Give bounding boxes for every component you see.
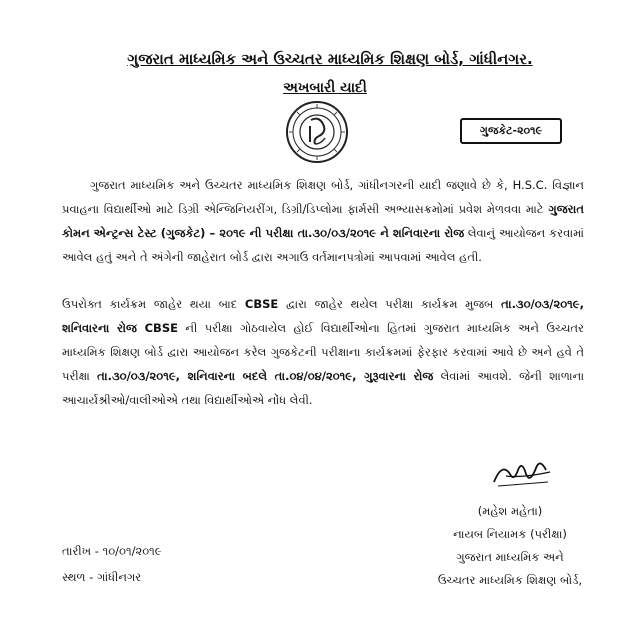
paragraph2-new-exam-date: તા.૩૦/૦૩/૨૦૧૯, શનિવારના બદલે તા.૦૪/૦૪/૨૦૧૯, ગુરૂવારના રોજ	[97, 369, 434, 383]
signatory-block	[400, 500, 620, 592]
paragraph-schedule-change	[62, 292, 584, 412]
press-release-heading: અખબારી યાદી	[283, 80, 367, 96]
signatory-organization-line1: ગુજરાત માધ્યમિક અને	[456, 550, 564, 564]
paragraph1-text-b: લેવાનું આયોજન કરવામાં આવેલ હતું અને તે અંગેની જાહેરાત બોર્ડ દ્વારા અગાઉ વર્તમાનપત્રોમાં આપવામાં આવેલ હતી.	[62, 226, 584, 264]
board-seal-icon	[285, 100, 349, 164]
issue-place: સ્થળ - ગાંધીનગર	[62, 570, 142, 584]
signatory-organization-line2: ઉચ્ચતર માધ્યમિક શિક્ષણ બોર્ડ,	[437, 573, 583, 587]
board-title: ગુજરાત માધ્યમિક અને ઉચ્ચતર માધ્યમિક શિક્ષણ બોર્ડ, ગાંધીનગર.	[127, 50, 533, 68]
paragraph1-original-exam-date: ગુજરાત કોમન એન્ટ્રન્સ ટેસ્ટ (ગુજકેટ) – ૨૦૧૯ ની પરીક્ષા તા.૩૦/૦૩/૨૦૧૯ ને શનિવારના રોજ	[62, 202, 584, 240]
handwritten-signature-icon	[488, 452, 558, 492]
paragraph2-cbse-exam-date: તા.૩૦/૦૩/૨૦૧૯, શનિવારના રોજ CBSE	[62, 297, 584, 335]
paragraph2-text-d: લેવામાં આવશે. જેની શાળાના આચાર્યશ્રીઓ/વાલીઓએ તથા વિદ્યાર્થીઓએ નોંધ લેવી.	[62, 369, 585, 407]
paragraph2-text-c: ની પરીક્ષા ગોઠવાયેલ હોઈ વિદ્યાર્થીઓના હિતમાં ગુજરાત માધ્યમિક અને ઉચ્ચતર માધ્યમિક શિક્ષણ બોર્ડ દ્વારા આયોજન કરેલ ગુજકેટની પરીક્ષાના કાર્યક્રમમાં ફેરફાર કરવામાં આવે છે અને હવે તે પરીક્ષા	[62, 321, 584, 383]
signatory-name: (મહેશ મહેતા)	[477, 504, 543, 518]
reference-label: ગુજકેટ-૨૦૧૯	[460, 118, 562, 144]
paragraph1-text-a: ગુજરાત માધ્યમિક અને ઉચ્ચતર માધ્યમિક શિક્ષણ બોર્ડ, ગાંધીનગરની યાદી જણાવે છે કે, H.S.C. વિજ્ઞાન પ્રવાહના વિદ્યાર્થીઓ માટે ડિગ્રી એન્જિનિયરીંગ, ડિગ્રી/ડિપ્લોમા ફાર્મસી અભ્યાસક્રમોમાં પ્રવેશ મેળવવા માટે	[62, 178, 584, 216]
paragraph2-text-a: ઉપરોક્ત કાર્યક્રમ જાહેર થયા બાદ	[62, 297, 245, 311]
issue-date: તારીખ - ૧૦/૦૧/૨૦૧૯	[62, 544, 162, 558]
paragraph2-cbse: CBSE	[244, 297, 279, 311]
paragraph2-text-b: દ્વારા જાહેર થયેલ પરીક્ષા કાર્યક્રમ મુજબ	[278, 297, 502, 311]
paragraph-announcement	[62, 173, 584, 269]
date-place-block	[62, 538, 282, 590]
signatory-designation: નાયબ નિયામક (પરીક્ષા)	[453, 527, 567, 541]
